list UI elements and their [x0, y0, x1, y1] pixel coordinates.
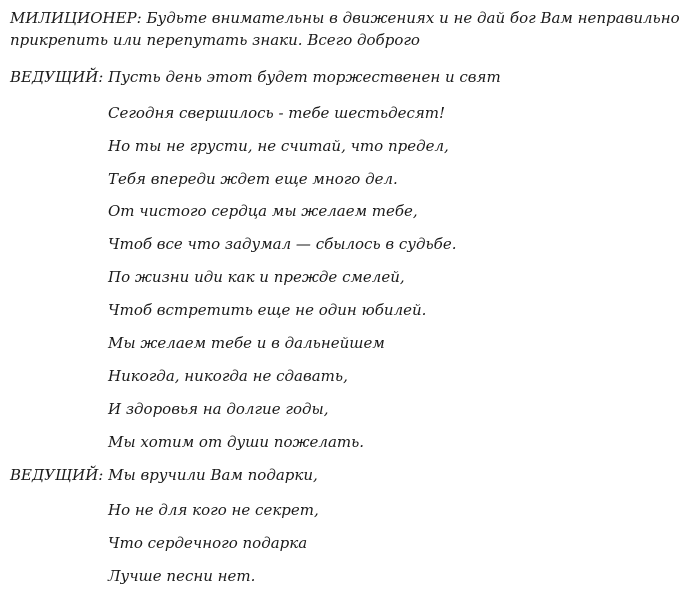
- speaker-label: МИЛИЦИОНЕР:: [10, 9, 142, 27]
- verse-line: Чтоб встретить еще не один юбилей.: [108, 301, 427, 319]
- verse-line: Никогда, никогда не сдавать,: [108, 367, 348, 385]
- verse-line: По жизни иди как и прежде смелей,: [108, 268, 405, 286]
- host-line-1: [10, 67, 501, 87]
- verse-line: Мы желаем тебе и в дальнейшем: [108, 334, 385, 352]
- verse-line: Чтоб все что задумал — сбылось в судьбе.: [108, 235, 457, 253]
- verse-line: Тебя впереди ждет еще много дел.: [108, 170, 398, 188]
- verse-line: От чистого сердца мы желаем тебе,: [108, 202, 418, 220]
- verse-line: Но ты не грусти, не считай, что предел,: [108, 137, 449, 155]
- speaker-label: ВЕДУЩИЙ:: [10, 68, 104, 86]
- verse-line: Сегодня свершилось - тебе шестьдесят!: [108, 104, 446, 122]
- verse-line: И здоровья на долгие годы,: [108, 400, 329, 418]
- speech-text: прикрепить или перепутать знаки. Всего доброго: [10, 31, 420, 49]
- militiaman-line-2: [10, 30, 420, 50]
- speaker-label: ВЕДУЩИЙ:: [10, 466, 104, 484]
- militiaman-line-1: [10, 8, 680, 28]
- verse-line: Что сердечного подарка: [108, 534, 308, 552]
- host-line-2: [10, 465, 318, 485]
- speech-text: Пусть день этот будет торжественен и свят: [108, 68, 501, 86]
- verse-line: Но не для кого не секрет,: [108, 501, 319, 519]
- speech-text: Будьте внимательны в движениях и не дай бог Вам неправильно: [146, 9, 680, 27]
- speech-text: Мы вручили Вам подарки,: [108, 466, 318, 484]
- verse-line: Мы хотим от души пожелать.: [108, 433, 365, 451]
- verse-line: Лучше песни нет.: [108, 567, 256, 585]
